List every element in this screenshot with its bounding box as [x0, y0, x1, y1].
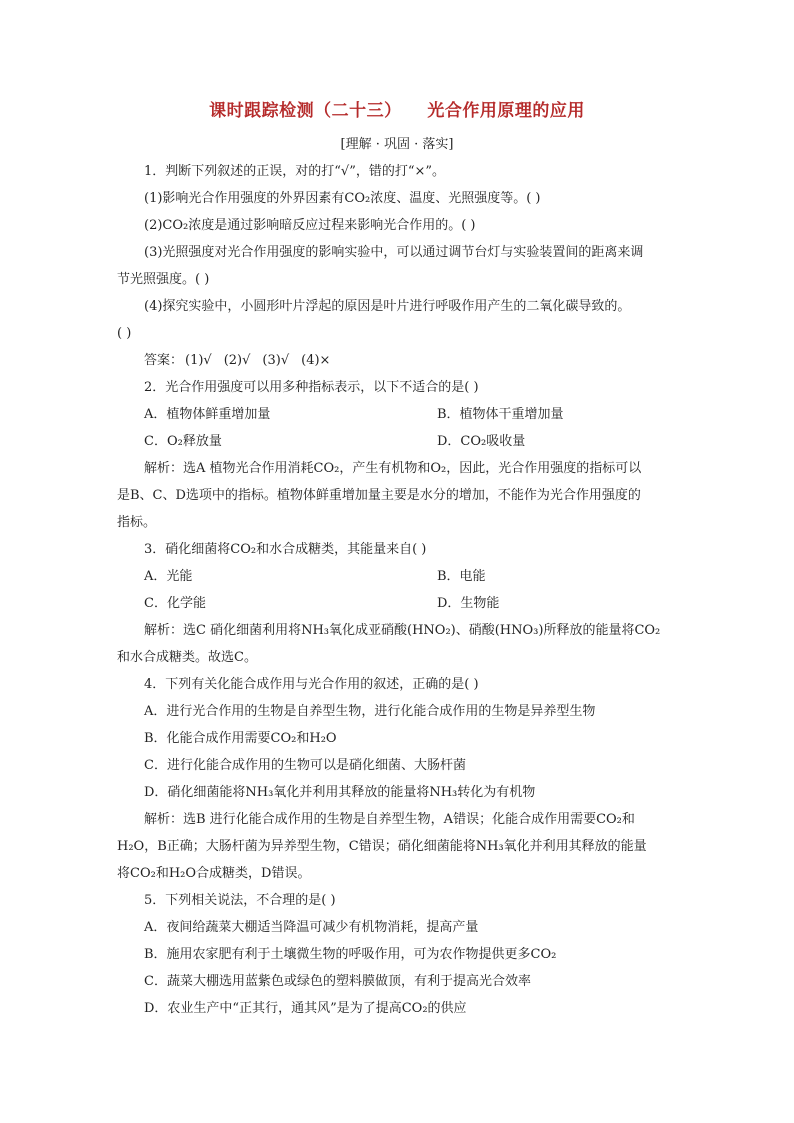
question-1-item-1: (1)影响光合作用强度的外界因素有CO₂浓度、温度、光照强度等。( )	[144, 191, 541, 206]
question-1-item-3-cont: 节光照强度。( )	[117, 272, 210, 287]
question-1-item-4: (4)探究实验中，小圆形叶片浮起的原因是叶片进行呼吸作用产生的二氧化碳导致的。	[144, 299, 631, 314]
question-1-item-3: (3)光照强度对光合作用强度的影响实验中，可以通过调节台灯与实验装置间的距离来调	[144, 245, 644, 260]
document-body	[117, 158, 677, 1022]
option-b: B．植物体干重增加量	[437, 407, 564, 422]
question-2-options-row-2	[117, 428, 677, 455]
option-a: A．光能	[144, 569, 193, 584]
question-1-item-4-cont: ( )	[117, 326, 132, 341]
question-1-item-2: (2)CO₂浓度是通过影响暗反应过程来影响光合作用的。( )	[144, 218, 476, 233]
answer-4: (4)×	[301, 353, 331, 368]
option-b: B．施用农家肥有利于土壤微生物的呼吸作用，可为农作物提供更多CO₂	[144, 947, 557, 962]
option-b: B．化能合成作用需要CO₂和H₂O	[144, 731, 337, 746]
question-3-options-row-1	[117, 563, 677, 590]
question-1-stem: 1．判断下列叙述的正误，对的打“√”，错的打“×”。	[144, 164, 446, 179]
question-2-explanation: 解析：选A 植物光合作用消耗CO₂，产生有机物和O₂，因此，光合作用强度的指标可以	[144, 461, 642, 476]
question-2-explanation-end: 指标。	[117, 515, 157, 530]
option-a: A．植物体鲜重增加量	[144, 407, 271, 422]
question-2-stem: 2．光合作用强度可以用多种指标表示，以下不适合的是( )	[144, 380, 479, 395]
option-d: D．农业生产中“正其行，通其风”是为了提高CO₂的供应	[144, 1001, 467, 1016]
question-5-stem: 5．下列相关说法，不合理的是( )	[144, 893, 336, 908]
question-4-stem: 4．下列有关化能合成作用与光合作用的叙述，正确的是( )	[144, 677, 479, 692]
question-3-stem: 3．硝化细菌将CO₂和水合成糖类，其能量来自( )	[144, 542, 427, 557]
option-c: C．O₂释放量	[144, 434, 222, 449]
option-d: D．硝化细菌能将NH₃氧化并利用其释放的能量将NH₃转化为有机物	[144, 785, 536, 800]
question-4-explanation-cont: H₂O，B正确；大肠杆菌为异养型生物，C错误；硝化细菌能将NH₃氧化并利用其释放的能量	[117, 839, 647, 854]
answer-2: (2)√	[223, 353, 251, 368]
question-4-explanation-end: 将CO₂和H₂O合成糖类，D错误。	[117, 866, 311, 881]
section-subtitle: [理解 · 巩固 · 落实]	[340, 137, 454, 152]
option-d: D．CO₂吸收量	[437, 434, 526, 449]
question-3-explanation-cont: 和水合成糖类。故选C。	[117, 650, 257, 665]
option-c: C．蔬菜大棚选用蓝紫色或绿色的塑料膜做顶，有利于提高光合效率	[144, 974, 531, 989]
question-3-explanation: 解析：选C 硝化细菌利用将NH₃氧化成亚硝酸(HNO₂)、硝酸(HNO₃)所释放的能量将CO₂	[144, 623, 661, 638]
question-2-explanation-cont: 是B、C、D选项中的指标。植物体鲜重增加量主要是水分的增加，不能作为光合作用强度的	[117, 488, 641, 503]
option-c: C．进行化能合成作用的生物可以是硝化细菌、大肠杆菌	[144, 758, 466, 773]
question-3-options-row-2	[117, 590, 677, 617]
question-1-answer	[117, 347, 677, 374]
option-a: A．进行光合作用的生物是自养型生物，进行化能合成作用的生物是异养型生物	[144, 704, 596, 719]
question-4-explanation: 解析：选B 进行化能合成作用的生物是自养型生物，A错误；化能合成作用需要CO₂和	[144, 812, 635, 827]
answer-1: (1)√	[185, 353, 212, 368]
answer-label: 答案：	[144, 353, 184, 368]
question-2-options-row-1	[117, 401, 677, 428]
answer-3: (3)√	[262, 353, 290, 368]
page-title: 课时跟踪检测（二十三） 光合作用原理的应用	[209, 101, 585, 121]
option-d: D．生物能	[437, 596, 500, 611]
option-a: A．夜间给蔬菜大棚适当降温可减少有机物消耗，提高产量	[144, 920, 479, 935]
option-c: C．化学能	[144, 596, 206, 611]
option-b: B．电能	[437, 569, 486, 584]
